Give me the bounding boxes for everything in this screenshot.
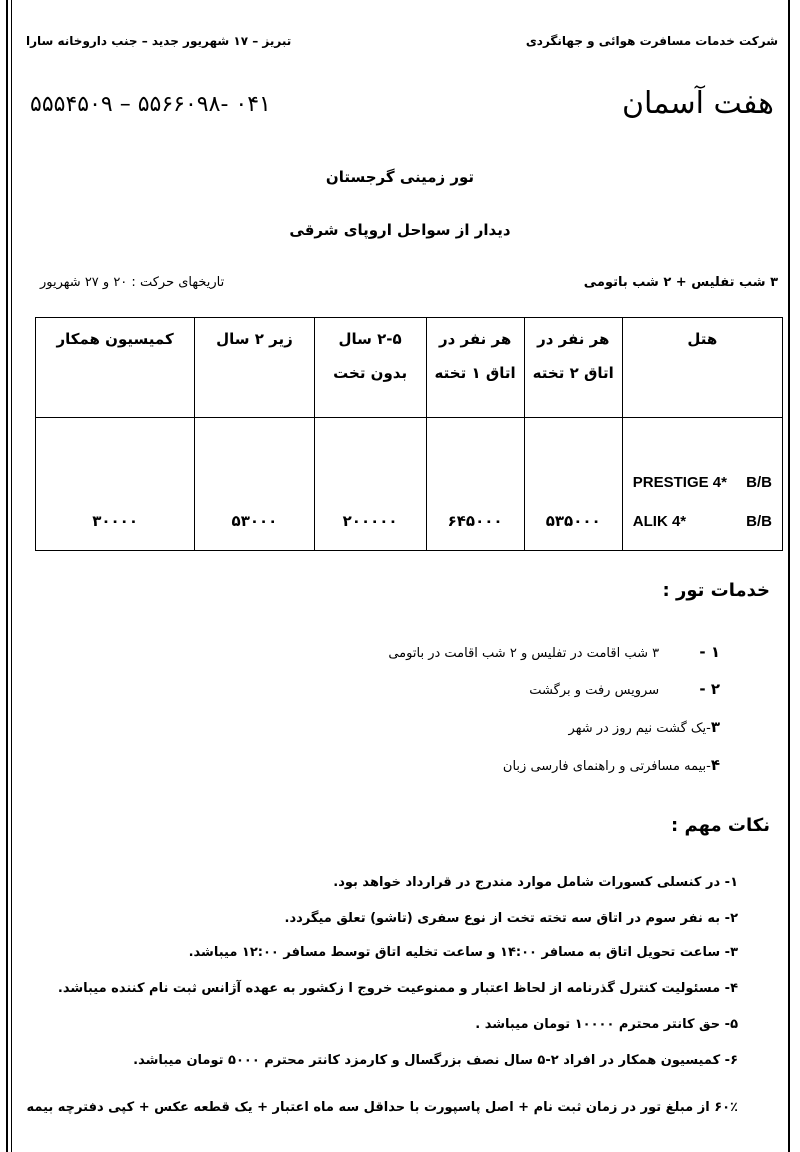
note-item: ۱- در کنسلی کسورات شامل موارد مندرج در قرارداد خواهد بود.	[333, 875, 738, 890]
header-hotel: هتل	[622, 318, 782, 418]
service-text: ۳ شب اقامت در تفلیس و ۲ شب اقامت در باتومی	[388, 646, 660, 661]
price-infant: ۵۳۰۰۰	[195, 418, 315, 551]
service-item	[529, 680, 720, 698]
hotel-board: B/B	[746, 474, 772, 491]
notes-title: نکات مهم :	[671, 815, 770, 836]
hotel-list-cell	[622, 418, 782, 551]
price-double: ۵۳۵۰۰۰	[524, 418, 622, 551]
header-child-no-bed: ۲-۵ سال بدون تخت	[314, 318, 426, 418]
table-row	[36, 418, 783, 551]
note-item: ۴- مسئولیت کنترل گذرنامه از لحاظ اعتبار و ممنوعیت خروج ا زکشور به عهده آژانس ثبت نام کننده میباشد.	[57, 981, 738, 996]
company-address: تبریز – ۱۷ شهریور جدید – جنب داروخانه سارا	[26, 34, 292, 48]
hotel-name: PRESTIGE 4*	[632, 474, 727, 491]
header-infant: زیر ۲ سال	[195, 318, 315, 418]
hotel-item	[623, 513, 782, 530]
note-item: ۳- ساعت تحویل اتاق به مسافر ۱۴:۰۰ و ساعت تخلیه اتاق توسط مسافر ۱۲:۰۰ میباشد.	[188, 945, 738, 960]
service-number: ۴	[710, 756, 720, 774]
tour-title: تور زمینی گرجستان	[325, 168, 475, 186]
service-number: ۳	[710, 718, 720, 736]
header-double-room: هر نفر در اتاق ۲ تخته	[524, 318, 622, 418]
service-item	[388, 643, 720, 661]
service-item	[569, 718, 720, 736]
payment-terms: ۶۰٪ از مبلغ تور در زمان ثبت نام + اصل پاسپورت با حداقل سه ماه اعتبار + یک قطعه عکس + کپی دفترچه بیمه	[26, 1100, 738, 1115]
service-text: سرویس رفت و برگشت	[529, 683, 660, 698]
hotel-board: B/B	[746, 513, 772, 530]
note-item: ۶- کمیسیون همکار در افراد ۲-۵ سال نصف بزرگسال و کارمزد کانتر محترم ۵۰۰۰ تومان میباشد.	[133, 1053, 738, 1068]
note-item: ۵- حق کانتر محترم ۱۰۰۰۰ تومان میباشد .	[475, 1017, 738, 1032]
header-single-room: هر نفر در اتاق ۱ تخته	[426, 318, 524, 418]
hotel-name: ALIK 4*	[632, 513, 687, 530]
price-child: ۲۰۰۰۰۰	[314, 418, 426, 551]
departure-dates: تاریخهای حرکت : ۲۰ و ۲۷ شهریور	[40, 275, 225, 290]
service-text: -یک گشت نیم روز در شهر	[568, 721, 711, 736]
service-number: ۲ -	[699, 680, 720, 698]
service-item	[503, 756, 720, 774]
hotel-item	[623, 474, 782, 491]
table-header-row	[36, 318, 783, 418]
price-single: ۶۴۵۰۰۰	[426, 418, 524, 551]
note-item: ۲- به نفر سوم در اتاق سه تخته تخت از نوع سفری (تاشو) تعلق میگردد.	[284, 911, 738, 926]
company-name: شرکت خدمات مسافرت هوائی و جهانگردی	[525, 34, 778, 48]
brand-name: هفت آسمان	[622, 86, 774, 121]
service-text: -بیمه مسافرتی و راهنمای فارسی زبان	[502, 759, 711, 774]
tour-subtitle: دیدار از سواحل اروپای شرقی	[289, 221, 511, 239]
service-number: ۱ -	[699, 643, 720, 661]
header-commission: کمیسیون همکار	[36, 318, 195, 418]
price-commission: ۳۰۰۰۰	[36, 418, 195, 551]
phone-numbers: ۰۴۱ -۵۵۶۶۰۹۸ – ۵۵۵۴۵۰۹	[30, 92, 271, 117]
services-title: خدمات تور :	[662, 580, 770, 601]
tour-duration: ۳ شب تفلیس + ۲ شب باتومی	[583, 275, 778, 290]
price-table	[35, 317, 783, 551]
